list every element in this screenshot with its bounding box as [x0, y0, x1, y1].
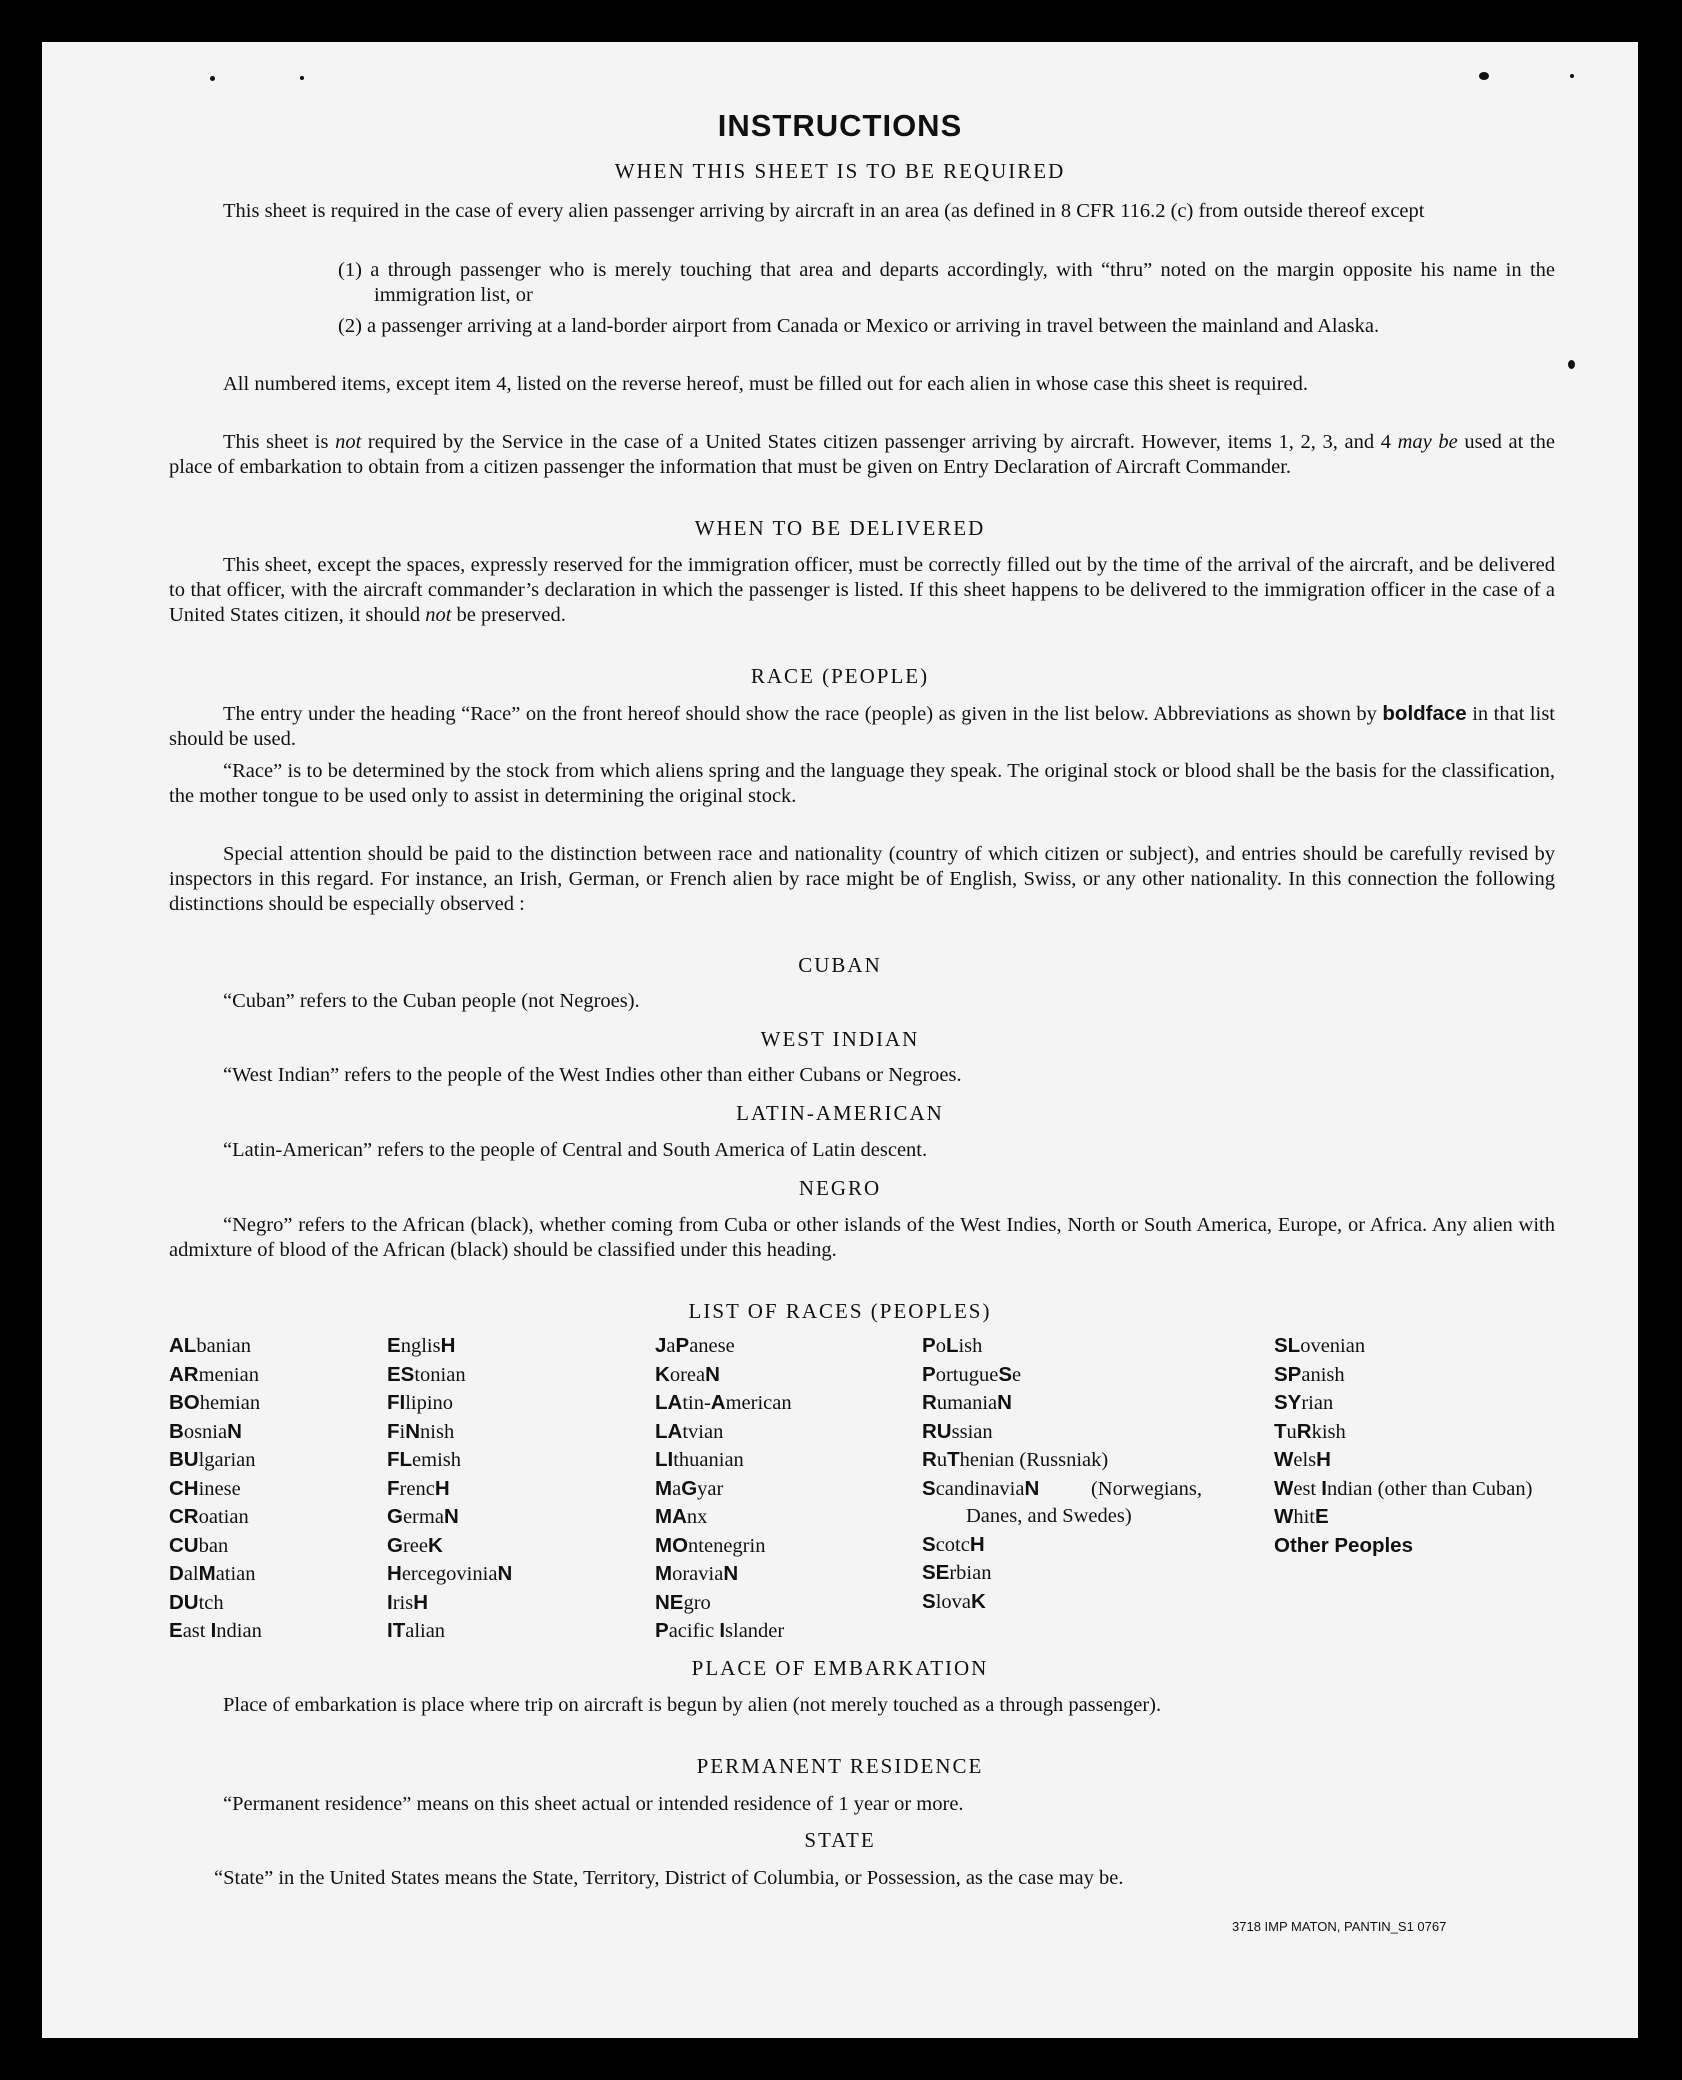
race-entry: ScandinaviaN (Norwegians, Danes, and Swedes)	[922, 1476, 1202, 1527]
paragraph-race-nationality: Special attention should be paid to the distinction between race and nationality (country of which citizen or subject), and entries should be carefully revised by inspectors in this regard. For instance, an Irish, German, or French alien by race might be of English, Swiss, or any other nationality. In this connection the following distinctions should be especially observed :	[169, 843, 1555, 915]
speck	[1570, 74, 1574, 78]
race-entry: FIlipino	[387, 1391, 454, 1414]
race-entry: RUssian	[922, 1419, 993, 1443]
page-title: INSTRUCTIONS	[717, 108, 963, 143]
race-entry: TuRkish	[1274, 1419, 1346, 1443]
race-entry: MAnx	[655, 1505, 708, 1528]
race-entry: ITalian	[387, 1619, 446, 1642]
race-entry: JaPanese	[655, 1334, 735, 1357]
race-entry: CHinese	[169, 1476, 241, 1500]
document-page	[42, 42, 1638, 2038]
race-entry: GreeK	[387, 1533, 443, 1557]
races-column-2	[387, 1332, 627, 1646]
race-entry: Pacific Islander	[655, 1619, 785, 1642]
race-entry: DalMatian	[169, 1562, 256, 1585]
race-entry: FrencH	[387, 1476, 450, 1500]
race-entry: MoraviaN	[655, 1562, 739, 1585]
race-entry: WhitE	[1274, 1505, 1329, 1528]
race-entry: WelsH	[1274, 1448, 1331, 1471]
race-entry: SPanish	[1274, 1362, 1345, 1386]
speck	[300, 76, 304, 80]
race-entry: East Indian	[169, 1619, 262, 1642]
speck	[210, 76, 215, 81]
heading-list-of-races: LIST OF RACES (PEOPLES)	[688, 1299, 992, 1323]
printer-mark: 3718 IMP MATON, PANTIN_S1 0767	[1232, 1919, 1447, 1934]
race-entry: West Indian (other than Cuban)	[1274, 1476, 1533, 1500]
race-entry: LAtin-American	[655, 1391, 792, 1414]
race-entry: NEgro	[655, 1590, 711, 1614]
race-entry: MaGyar	[655, 1476, 724, 1500]
race-entry: GermaN	[387, 1505, 459, 1528]
race-entry: SYrian	[1274, 1391, 1334, 1414]
heading-negro: NEGRO	[798, 1176, 882, 1200]
race-entry: PoLish	[922, 1334, 983, 1357]
race-entry: LIthuanian	[655, 1448, 744, 1471]
race-entry: BOhemian	[169, 1391, 261, 1414]
paragraph-required-intro: This sheet is required in the case of every alien passenger arriving by aircraft in an area (as defined in 8 CFR 116.2 (c) from outside thereof except	[223, 200, 1425, 222]
text-cuban: “Cuban” refers to the Cuban people (not Negroes).	[223, 990, 640, 1012]
heading-state: STATE	[804, 1828, 876, 1852]
text-embarkation: Place of embarkation is place where trip on aircraft is begun by alien (not merely touched as a through passenger).	[223, 1694, 1162, 1716]
paragraph-race-stock: “Race” is to be determined by the stock from which aliens spring and the language they speak. The original stock or blood shall be the basis for the classification, the mother tongue to be used only to assist in determining the original stock.	[169, 760, 1555, 807]
race-entry: RumaniaN	[922, 1391, 1012, 1414]
race-entry: CRoatian	[169, 1505, 249, 1528]
text-west-indian: “West Indian” refers to the people of the West Indies other than either Cubans or Negroes.	[223, 1064, 962, 1086]
race-entry: PortugueSe	[922, 1362, 1022, 1386]
heading-when-required: WHEN THIS SHEET IS TO BE REQUIRED	[614, 159, 1066, 183]
race-entry: ScotcH	[922, 1532, 985, 1556]
text-latin-american: “Latin-American” refers to the people of Central and South America of Latin descent.	[223, 1139, 928, 1161]
text-state: “State” in the United States means the State, Territory, District of Columbia, or Possession, as the case may be.	[214, 1867, 1124, 1889]
races-column-5	[1274, 1332, 1555, 1560]
race-entry: EStonian	[387, 1362, 466, 1386]
text-residence: “Permanent residence” means on this sheet actual or intended residence of 1 year or more.	[223, 1793, 964, 1815]
races-column-3	[655, 1332, 895, 1646]
race-entry: Other Peoples	[1274, 1533, 1413, 1557]
heading-cuban: CUBAN	[798, 953, 882, 977]
race-entry: EnglisH	[387, 1334, 456, 1357]
race-entry: SlovaK	[922, 1589, 986, 1613]
item-through-passenger: (1) a through passenger who is merely touching that area and departs accordingly, with “thru” noted on the margin opposite his name in the immigration list, or	[338, 259, 1555, 306]
race-entry: SLovenian	[1274, 1334, 1366, 1357]
race-entry: SErbian	[922, 1561, 992, 1584]
heading-race: RACE (PEOPLE)	[750, 664, 930, 688]
heading-latin-american: LATIN-AMERICAN	[736, 1101, 944, 1125]
race-entry: CUban	[169, 1533, 229, 1557]
race-entry: ALbanian	[169, 1334, 251, 1357]
race-entry: FiNnish	[387, 1419, 455, 1443]
heading-residence: PERMANENT RESIDENCE	[696, 1754, 984, 1778]
races-column-4	[922, 1332, 1202, 1616]
heading-west-indian: WEST INDIAN	[760, 1027, 920, 1051]
race-entry: BUlgarian	[169, 1448, 256, 1471]
paragraph-race-entry: The entry under the heading “Race” on the front hereof should show the race (people) as given in the list below. Abbreviations as shown by boldface in that list should be used.	[169, 702, 1555, 750]
heading-embarkation: PLACE OF EMBARKATION	[691, 1656, 989, 1680]
race-entry: MOntenegrin	[655, 1533, 766, 1557]
speck	[1568, 360, 1575, 369]
race-entry: LAtvian	[655, 1419, 724, 1443]
paragraph-numbered-items: All numbered items, except item 4, listed on the reverse hereof, must be filled out for each alien in whose case this sheet is required.	[223, 373, 1309, 395]
race-entry: HercegoviniaN	[387, 1562, 513, 1585]
paragraph-citizen: This sheet is not required by the Service in the case of a United States citizen passenger arriving by aircraft. However, items 1, 2, 3, and 4 may be used at the place of embarkation to obtain from a citizen passenger the information that must be given on Entry Declaration of Aircraft Commander.	[169, 431, 1555, 478]
race-entry: FLemish	[387, 1448, 462, 1471]
race-entry: ARmenian	[169, 1362, 259, 1386]
race-entry: RuThenian (Russniak)	[922, 1448, 1109, 1471]
race-entry: IrisH	[387, 1590, 429, 1614]
item-land-border: (2) a passenger arriving at a land-border airport from Canada or Mexico or arriving in travel between the mainland and Alaska.	[338, 315, 1380, 337]
paragraph-delivery: This sheet, except the spaces, expressly reserved for the immigration officer, must be correctly filled out by the time of the arrival of the aircraft, and be delivered to that officer, with the aircraft commander’s declaration in which the passenger is listed. If this sheet happens to be delivered to the immigration officer in the case of a United States citizen, it should not be preserved.	[169, 554, 1555, 626]
speck	[1479, 72, 1489, 80]
heading-when-delivered: WHEN TO BE DELIVERED	[694, 516, 986, 540]
text-negro: “Negro” refers to the African (black), whether coming from Cuba or other islands of the West Indies, North or South America, Europe, or Africa. Any alien with admixture of blood of the African (black) should be classified under this heading.	[169, 1214, 1555, 1261]
race-entry: DUtch	[169, 1590, 224, 1614]
race-entry: KoreaN	[655, 1362, 720, 1386]
race-entry: BosniaN	[169, 1419, 242, 1443]
races-column-1	[169, 1332, 379, 1646]
